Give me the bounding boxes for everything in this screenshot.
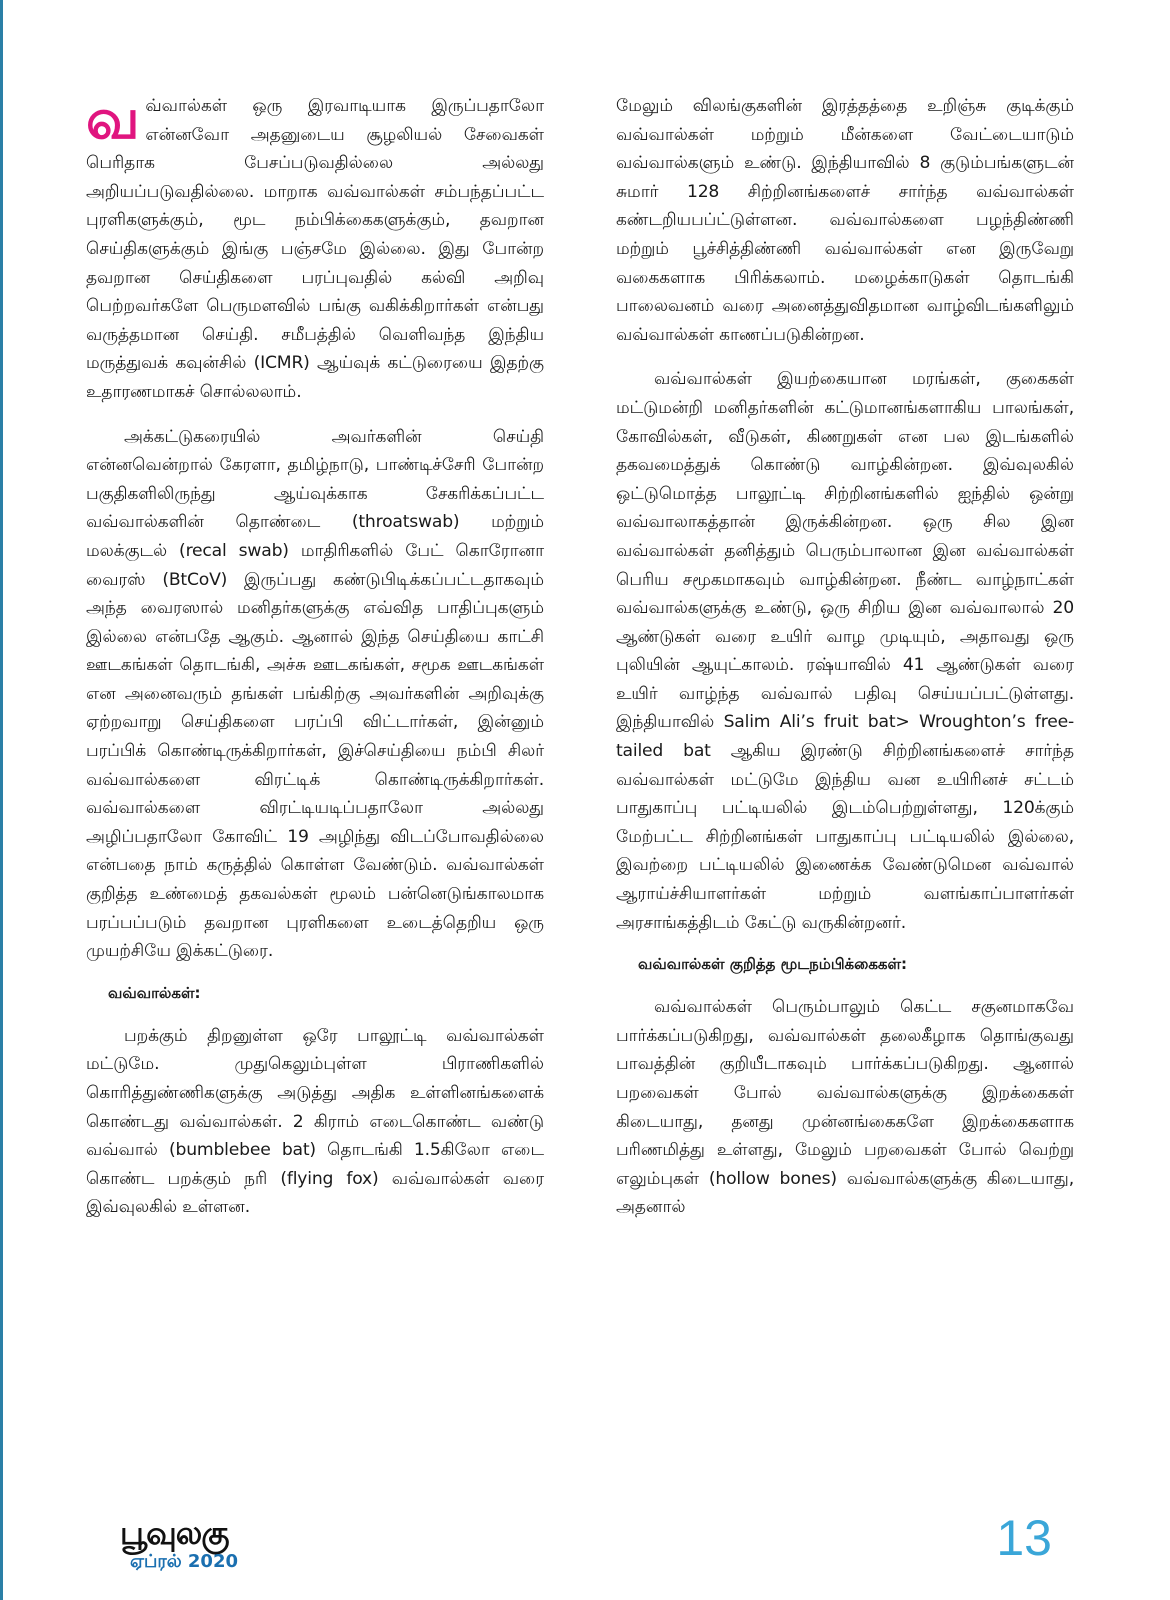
section-heading: வவ்வால்கள் குறித்த மூடநம்பிக்கைகள்:	[638, 955, 908, 974]
article-paragraph: மேலும் விலங்குகளின் இரத்தத்தை உறிஞ்சு குடிக்கும் வவ்வால்கள் மற்றும் மீன்களை வேட்டையாடும் வவ்வால்களும் உண்டு. இந்தியாவில் 8 குடும்பங்களுடன் சுமார் 128 சிற்றினங்களைச் சார்ந்த வவ்வால்கள் கண்டறியபப்ட்டுள்ளன. வவ்வால்களை பழந்திண்ணி மற்றும் பூச்சித்திண்ணி வவ்வால்கள் என இருவேறு வகைகளாக பிரிக்கலாம். மழைக்காடுகள் தொடங்கி பாலைவனம் வரை அனைத்துவிதமான வாழ்விடங்களிலும் வவ்வால்கள் காணப்படுகின்றன.	[616, 96, 1074, 345]
page-edge-rule	[0, 0, 3, 1600]
article-paragraph: அக்கட்டுகரையில் அவர்களின் செய்தி என்னவென்றால் கேரளா, தமிழ்நாடு, பாண்டிச்சேரி போன்ற பகுதிகளிலிருந்து ஆய்வுக்காக சேகரிக்கப்பட்ட வவ்வால்களின் தொண்டை (throatswab) மற்றும் மலக்குடல் (recal swab) மாதிரிகளில் பேட் கொரோனா வைரஸ் (BtCoV) இருப்பது கண்டுபிடிக்கப்பட்டதாகவும் அந்த வைரஸால் மனிதர்களுக்கு எவ்வித பாதிப்புகளும் இல்லை என்பதே ஆகும். ஆனால் இந்த செய்தியை காட்சி ஊடகங்கள் தொடங்கி, அச்சு ஊடகங்கள், சமூக ஊடகங்கள் என அனைவரும் தங்கள் பங்கிற்கு அவர்களின் அறிவுக்கு ஏற்றவாறு செய்திகளை பரப்பி விட்டார்கள், இன்னும் பரப்பிக் கொண்டிருக்கிறார்கள், இச்செய்தியை நம்பி சிலர் வவ்வால்களை விரட்டிக் கொண்டிருக்கிறார்கள். வவ்வால்களை விரட்டியடிப்பதாலோ அல்லது அழிப்பதாலோ கோவிட் 19 அழிந்து விடப்போவதில்லை என்பதை நாம் கருத்தில் கொள்ள வேண்டும். வவ்வால்கள் குறித்த உண்மைத் தகவல்கள் மூலம் பன்னெடுங்காலமாக பரப்பப்படும் தவறான புரளிகளை உடைத்தெறிய ஒரு முயற்சியே இக்கட்டுரை.	[86, 426, 544, 962]
section-heading: வவ்வால்கள்:	[108, 983, 201, 1002]
intro-text: வ்வால்கள் ஒரு இரவாடியாக இருப்பதாலோ என்னவோ அதனுடைய சூழலியல் சேவைகள் பெரிதாக பேசப்படுவதில்லை அல்லது அறியப்படுவதில்லை. மாறாக வவ்வால்கள் சம்பந்தப்பட்ட புரளிகளுக்கும், மூட நம்பிக்கைகளுக்கும், தவறான செய்திகளுக்கும் இங்கு பஞ்சமே இல்லை. இது போன்ற தவறான செய்திகளை பரப்புவதில் கல்வி அறிவு பெற்றவர்களே பெருமளவில் பங்கு வகிக்கிறார்கள் என்பது வருத்தமான செய்தி. சமீபத்தில் வெளிவந்த இந்திய மருத்துவக் கவுன்சில் (ICMR) ஆய்வுக் கட்டுரையை இதற்கு உதாரணமாகச் சொல்லலாம்.	[86, 96, 544, 402]
article-paragraph-intro	[86, 87, 544, 407]
magazine-footer	[120, 1515, 238, 1573]
article-paragraph: வவ்வால்கள் பெரும்பாலும் கெட்ட சகுனமாகவே பார்க்கப்படுகிறது, வவ்வால்கள் தலைகீழாக தொங்குவது பாவத்தின் குறியீடாகவும் பார்க்கப்படுகிறது. ஆனால் பறவைகள் போல் வவ்வால்களுக்கு இறக்கைகள் கிடையாது, தனது முன்னங்கைகளே இறக்கைகளாக பரிணமித்து உள்ளது, மேலும் பறவைகள் போல் வெற்று எலும்புகள் (hollow bones) வவ்வால்களுக்கு கிடையாது, அதனால்	[616, 997, 1074, 1218]
article-paragraph: வவ்வால்கள் இயற்கையான மரங்கள், குகைகள் மட்டுமன்றி மனிதர்களின் கட்டுமானங்களாகிய பாலங்கள், கோவில்கள், வீடுகள், கிணறுகள் என பல இடங்களில் தகவமைத்துக் கொண்டு வாழ்கின்றன. இவ்வுலகில் ஒட்டுமொத்த பாலூட்டி சிற்றினங்களில் ஐந்தில் ஒன்று வவ்வாலாகத்தான் இருக்கின்றன. ஒரு சில இன வவ்வால்கள் தனித்தும் பெரும்பாலான இன வவ்வால்கள் பெரிய சமூகமாகவும் வாழ்கின்றன. நீண்ட வாழ்நாட்கள் வவ்வால்களுக்கு உண்டு, ஒரு சிறிய இன வவ்வாலால் 20 ஆண்டுகள் வரை உயிர் வாழ முடியும், அதாவது ஒரு புலியின் ஆயுட்காலம். ரஷ்யாவில் 41 ஆண்டுகள் வரை உயிர் வாழ்ந்த வவ்வால் பதிவு செய்யப்பட்டுள்ளது. இந்தியாவில் Salim Ali’s fruit bat> Wroughton’s free-tailed bat ஆகிய இரண்டு சிற்றினங்களைச் சார்ந்த வவ்வால்கள் மட்டுமே இந்திய வன உயிரினச் சட்டம் பாதுகாப்பு பட்டியலில் இடம்பெற்றுள்ளது, 120க்கும் மேற்பட்ட சிற்றினங்கள் பாதுகாப்பு பட்டியலில் இல்லை, இவற்றை பட்டியலில் இணைக்க வேண்டுமென வவ்வால் ஆராய்ச்சியாளர்கள் மற்றும் வளங்காப்பாளர்கள் அரசாங்கத்திடம் கேட்டு வருகின்றனர்.	[616, 369, 1074, 933]
drop-cap: வ	[86, 87, 140, 152]
article-right-column	[616, 92, 1074, 1222]
magazine-name: பூவுலகு	[120, 1514, 229, 1552]
article-left-column	[86, 87, 544, 1222]
issue-date: ஏப்ரல் 2020	[130, 1551, 239, 1572]
page-number: 13	[996, 1510, 1052, 1566]
article-paragraph: பறக்கும் திறனுள்ள ஒரே பாலூட்டி வவ்வால்கள் மட்டுமே. முதுகெலும்புள்ள பிராணிகளில் கொரித்துண்ணிகளுக்கு அடுத்து அதிக உள்ளினங்களைக் கொண்டது வவ்வால்கள். 2 கிராம் எடைகொண்ட வண்டு வவ்வால் (bumblebee bat) தொடங்கி 1.5கிலோ எடை கொண்ட பறக்கும் நரி (flying fox) வவ்வால்கள் வரை இவ்வுலகில் உள்ளன.	[86, 1025, 544, 1218]
